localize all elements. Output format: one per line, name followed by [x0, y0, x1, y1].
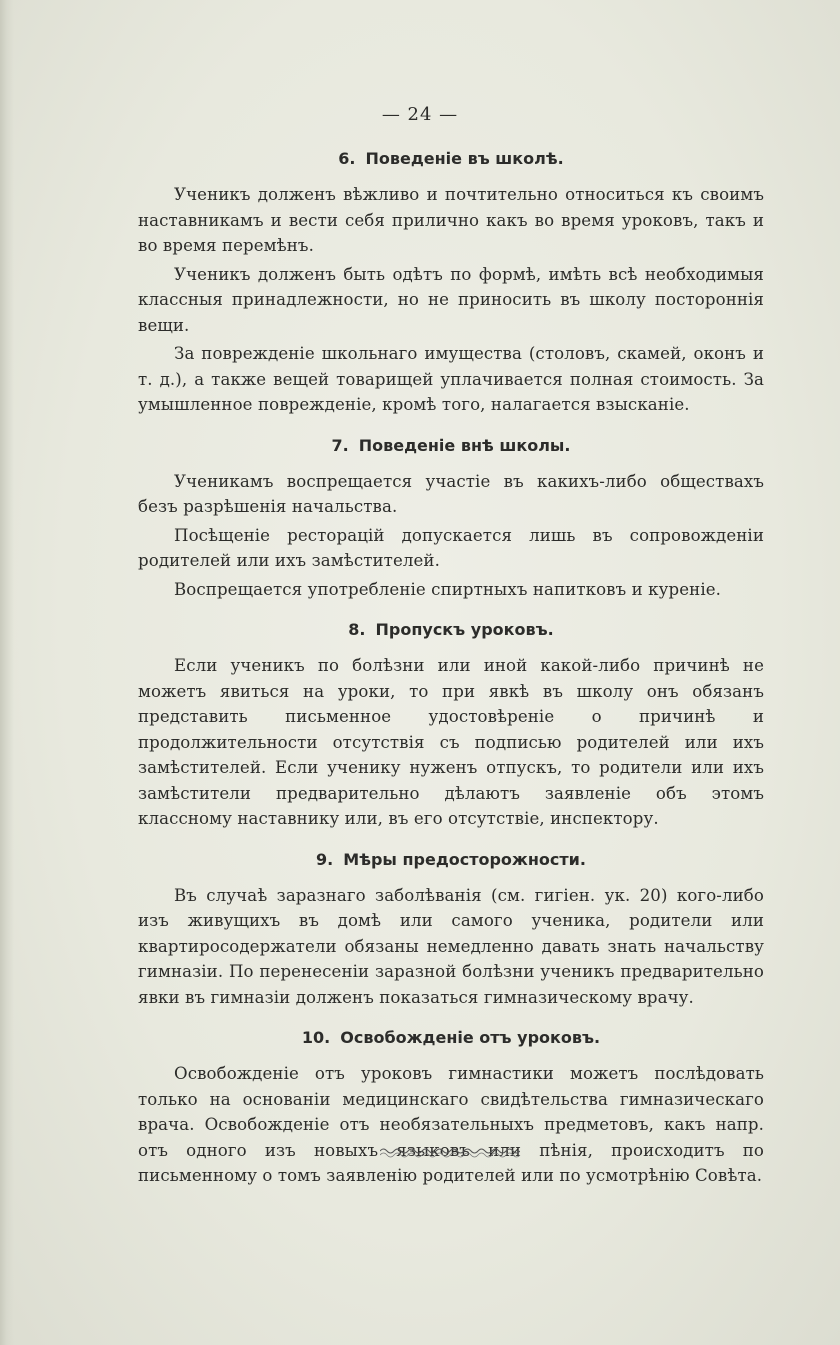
paragraph: Если ученикъ по болѣзни или иной какой-либо причинѣ не можетъ явиться на уроки, то при явкѣ въ школу онъ обязанъ представить письменное удостовѣреніе о причинѣ и продолжительности отсутствія съ подписью родителей или ихъ замѣстителей. Если ученику нуженъ отпускъ, то родители или ихъ замѣстители предварительно дѣлаютъ заявленіе объ этомъ классному наставнику или, въ его отсутствіе, инспектору. [138, 656, 764, 828]
paragraph: Посѣщеніе ресторацій допускается лишь въ сопровожденіи родителей или ихъ замѣстителей. [138, 525, 764, 570]
page-binding-edge [0, 0, 14, 1345]
section-8 [138, 617, 764, 832]
section-number: 8. [348, 620, 366, 639]
section-number: 10. [301, 1028, 331, 1047]
section-6 [138, 146, 764, 418]
paragraph: Въ случаѣ заразнаго заболѣванія (см. гигіен. ук. 20) кого-либо изъ живущихъ въ домѣ или самого ученика, родители или квартиросодержатели обязаны немедленно давать знать начальству гимназіи. По перенесеніи заразной болѣзни ученикъ предварительно явки въ гимназіи долженъ показаться гимназическому врачу. [138, 885, 764, 1007]
paragraph: За поврежденіе школьнаго имущества (столовъ, скамей, оконъ и т. д.), а также вещей товарищей уплачивается полная стоимость. За умышленное поврежденіе, кромѣ того, налагается взысканіе. [138, 344, 764, 414]
section-heading: Поведеніе внѣ школы. [358, 435, 571, 455]
section-number: 9. [316, 849, 334, 869]
page-number: — 24 — [381, 104, 459, 125]
paragraph: Ученикъ долженъ вѣжливо и почтительно относиться къ своимъ наставникамъ и вести себя прилично какъ во время уроковъ, такъ и во время перемѣнъ. [138, 185, 764, 255]
section-heading: Поведеніе въ школѣ. [365, 149, 564, 168]
section-9 [138, 847, 764, 1011]
section-heading: Пропускъ уроковъ. [375, 620, 554, 639]
wavy-divider-ornament [380, 1146, 520, 1160]
paragraph: Ученикъ долженъ быть одѣтъ по формѣ, имѣть всѣ необходимыя классныя принадлежности, но не приносить въ школу постороннія вещи. [138, 264, 764, 335]
page-content [138, 146, 764, 1204]
section-title [138, 1025, 764, 1051]
section-7 [138, 433, 764, 603]
section-title [138, 847, 764, 873]
section-title [138, 433, 764, 459]
section-number: 7. [331, 435, 349, 455]
paragraph: Воспрещается употребленіе спиртныхъ напитковъ и куреніе. [174, 579, 722, 599]
paragraph: Ученикамъ воспрещается участіе въ какихъ-либо обществахъ безъ разрѣшенія начальства. [138, 471, 764, 516]
section-number: 6. [338, 149, 356, 168]
section-heading: Мѣры предосторожности. [343, 849, 586, 869]
section-heading: Освобожденіе отъ уроковъ. [340, 1028, 601, 1047]
paragraph: Освобожденіе отъ уроковъ гимнастики можетъ послѣдовать только на основаніи медицинскаго свидѣтельства гимназическаго врача. Освобожденіе отъ необязательныхъ предметовъ, какъ напр. отъ одного изъ новыхъ языковъ или пѣнія, происходитъ по письменному о томъ заявленію родителей или по усмотрѣнію Совѣта. [138, 1064, 764, 1185]
section-10 [138, 1025, 764, 1189]
section-title [138, 617, 764, 643]
section-title [138, 146, 764, 172]
